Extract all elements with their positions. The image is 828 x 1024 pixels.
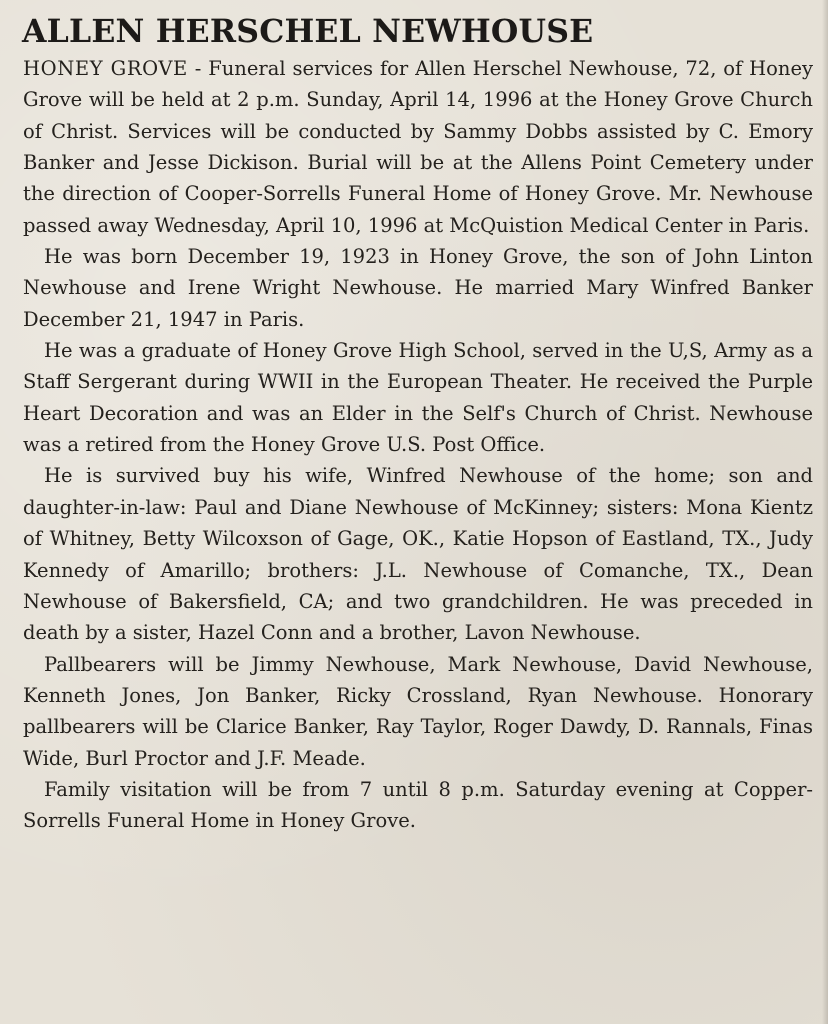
paragraph-pallbearers: Pallbearers will be Jimmy Newhouse, Mark Newhouse, David Newhouse, Kenneth Jones, Jon Banker, Ricky Crossland, Ryan Newhouse. Honorary pallbearers will be Clarice Banker, Ray Taylor, Roger Dawdy, D. Rannals, Finas Wide, Burl Proctor and J.F. Meade. [23,652,813,770]
paragraph-survivors: He is survived buy his wife, Winfred Newhouse of the home; son and daughter-in-law: Paul and Diane Newhouse of McKinney; sisters: Mona Kientz of Whitney, Betty Wilcoxson of Gage, OK., Katie Hopson of Eastland, TX., Judy Kennedy of Amarillo; brothers: J.L. Newhouse of Comanche, TX., Dean Newhouse of Bakersfield, CA; and two grandchildren. He was preceded in death by a sister, Hazel Conn and a brother, Lavon Newhouse. [23,464,813,645]
paragraph-services-text: - Funeral services for Allen Herschel Newhouse, 72, of Honey Grove will be held at 2 p.m. Sunday, April 14, 1996 at the Honey Grove Church of Christ. Services will be conducted by Sammy Dobbs assisted by C. Emory Banker and Jesse Dickison. Burial will be at the Allens Point Cemetery under the direction of Cooper-Sorrells Funeral Home of Honey Grove. Mr. Newhouse passed away Wednesday, April 10, 1996 at McQuistion Medical Center in Paris. [23,57,814,237]
paragraph-services [23,53,813,241]
paragraph-career: He was a graduate of Honey Grove High School, served in the U,S, Army as a Staff Sergerant during WWII in the European Theater. He received the Purple Heart Decoration and was an Elder in the Self's Church of Christ. Newhouse was a retired from the Honey Grove U.S. Post Office. [23,339,813,457]
dateline: HONEY GROVE [23,57,188,80]
obituary-body [23,53,813,837]
paragraph-birth: He was born December 19, 1923 in Honey Grove, the son of John Linton Newhouse and Irene Wright Newhouse. He married Mary Winfred Banker December 21, 1947 in Paris. [23,245,813,331]
obituary-headline: ALLEN HERSCHEL NEWHOUSE [22,13,594,50]
paragraph-visitation: Family visitation will be from 7 until 8 p.m. Saturday evening at Copper-Sorrells Funeral Home in Honey Grove. [23,777,813,833]
